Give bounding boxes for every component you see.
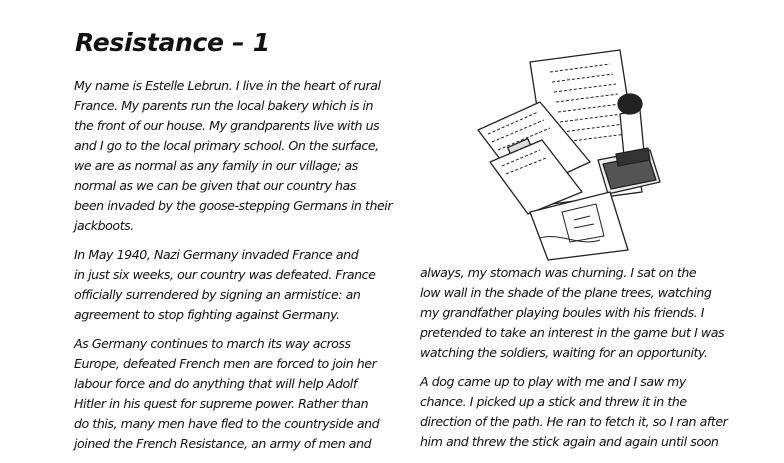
- text-line: pretended to take an interest in the game but I was: [420, 325, 725, 340]
- text-line: my grandfather playing boules with his friends. I: [420, 305, 705, 320]
- text-line: we are as normal as any family in our village; as: [74, 158, 358, 173]
- text-line: him and threw the stick again and again until soon: [420, 434, 719, 449]
- page-title: Resistance – 1: [75, 28, 270, 57]
- text-line: low wall in the shade of the plane trees, watching: [420, 285, 712, 300]
- text-line: Europe, defeated French men are forced to join her: [74, 356, 377, 371]
- text-line: watching the soldiers, waiting for an opportunity.: [420, 345, 708, 360]
- documents-and-rubber-stamp-illustration-icon: [470, 42, 680, 262]
- text-line: My name is Estelle Lebrun. I live in the heart of rural: [74, 78, 381, 93]
- text-line: As Germany continues to march its way across: [74, 336, 351, 351]
- paragraph: [74, 245, 414, 325]
- text-line: been invaded by the goose-stepping Germans in their: [74, 198, 393, 213]
- text-line: officially surrendered by signing an armistice: an: [74, 287, 361, 302]
- text-line: and I go to the local primary school. On the surface,: [74, 138, 379, 153]
- text-line: normal as we can be given that our country has: [74, 178, 356, 193]
- left-column: [74, 76, 414, 463]
- paragraph: [420, 263, 765, 363]
- text-line: Hitler in his quest for supreme power. Rather than: [74, 396, 369, 411]
- paragraph: [74, 76, 414, 236]
- text-line: always, my stomach was churning. I sat on the: [420, 265, 697, 280]
- text-line: do this, many men have fled to the countryside and: [74, 416, 380, 431]
- text-line: A dog came up to play with me and I saw my: [420, 374, 686, 389]
- paragraph: [420, 372, 765, 452]
- text-line: jackboots.: [74, 218, 134, 233]
- text-line: the front of our house. My grandparents live with us: [74, 118, 380, 133]
- right-column: [420, 263, 765, 461]
- text-line: In May 1940, Nazi Germany invaded France and: [74, 247, 359, 262]
- text-line: France. My parents run the local bakery which is in: [74, 98, 374, 113]
- text-line: chance. I picked up a stick and threw it in the: [420, 394, 687, 409]
- text-line: in just six weeks, our country was defeated. France: [74, 267, 376, 282]
- text-line: agreement to stop fighting against Germany.: [74, 307, 340, 322]
- paragraph: [74, 334, 414, 454]
- text-line: labour force and do anything that will help Adolf: [74, 376, 357, 391]
- text-line: joined the French Resistance, an army of men and: [74, 436, 372, 451]
- text-line: direction of the path. He ran to fetch it, so I ran after: [420, 414, 728, 429]
